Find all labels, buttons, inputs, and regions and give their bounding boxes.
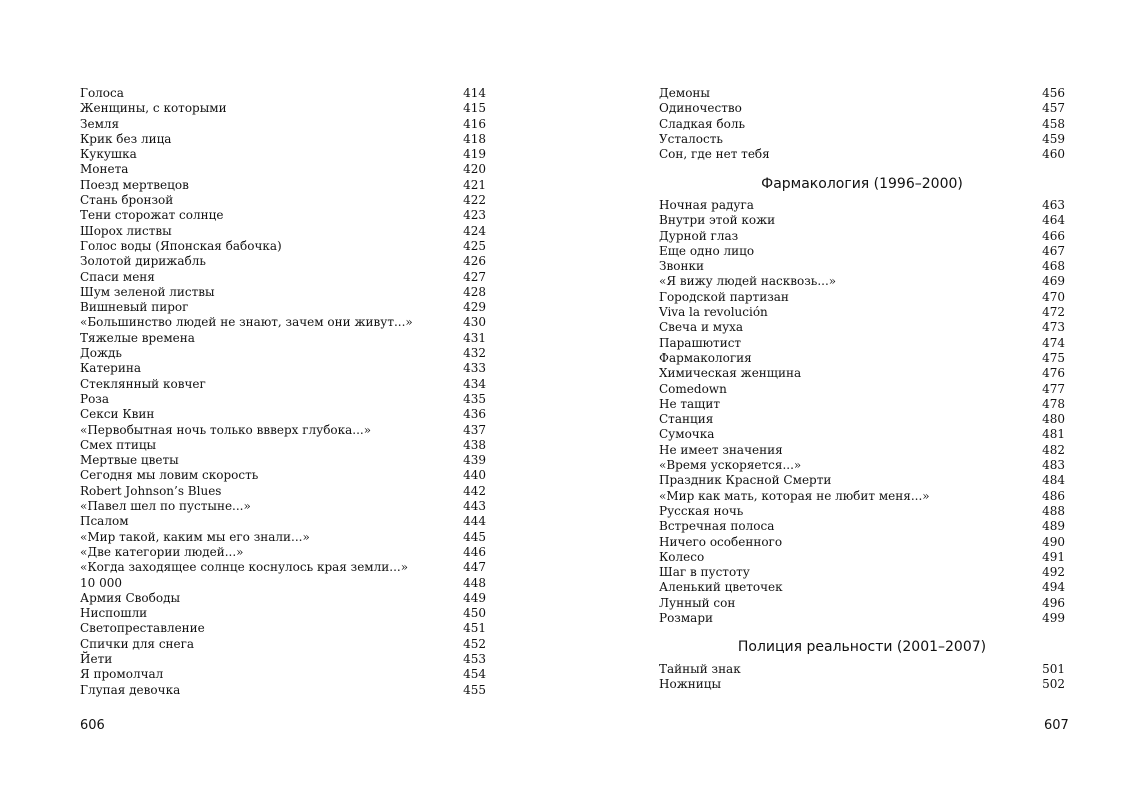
toc-list-reality-police xyxy=(659,662,1065,693)
toc-entry xyxy=(80,331,486,346)
toc-entry-page: 463 xyxy=(1042,198,1065,212)
toc-entry-page: 459 xyxy=(1042,131,1065,146)
toc-entry-page: 481 xyxy=(1042,427,1065,442)
toc-entry-title: Шаг в пустоту xyxy=(659,565,750,580)
toc-entry-title: «Две категории людей...» xyxy=(80,544,244,559)
toc-entry-title: Глупая девочка xyxy=(80,682,181,697)
toc-entry xyxy=(659,596,1065,611)
toc-entry xyxy=(659,580,1065,595)
toc-entry-page: 422 xyxy=(463,193,486,208)
toc-entry-page: 482 xyxy=(1042,442,1065,457)
toc-entry-title: Золотой дирижабль xyxy=(80,254,206,269)
toc-entry-page: 480 xyxy=(1042,412,1065,427)
toc-entry-page: 414 xyxy=(463,86,486,100)
toc-entry xyxy=(659,397,1065,412)
toc-entry-page: 416 xyxy=(463,116,486,131)
toc-entry-title: Аленький цветочек xyxy=(659,580,783,595)
toc-entry xyxy=(80,193,486,208)
toc-entry xyxy=(80,545,486,560)
toc-entry-title: Станция xyxy=(659,412,714,427)
toc-entry-page: 468 xyxy=(1042,259,1065,274)
toc-entry xyxy=(659,132,1065,147)
toc-entry-title: «Мир как мать, которая не любит меня...» xyxy=(659,488,930,503)
toc-entry-title: Кукушка xyxy=(80,147,137,162)
toc-entry-title: «Первобытная ночь только ввверх глубока...» xyxy=(80,422,372,437)
toc-entry xyxy=(659,427,1065,442)
toc-entry xyxy=(80,468,486,483)
toc-entry xyxy=(80,147,486,162)
toc-entry-page: 470 xyxy=(1042,289,1065,304)
toc-entry-page: 415 xyxy=(463,101,486,116)
toc-entry-title: Спаси меня xyxy=(80,269,155,284)
toc-entry xyxy=(80,606,486,621)
toc-entry-title: Стеклянный ковчег xyxy=(80,376,206,391)
toc-entry xyxy=(659,677,1065,692)
toc-entry xyxy=(80,285,486,300)
toc-entry-page: 478 xyxy=(1042,396,1065,411)
toc-entry-page: 429 xyxy=(463,300,486,315)
toc-entry-page: 492 xyxy=(1042,565,1065,580)
toc-entry-page: 443 xyxy=(463,499,486,514)
toc-entry-title: Встречная полоса xyxy=(659,519,775,534)
toc-entry-page: 502 xyxy=(1042,677,1065,692)
toc-entry-page: 491 xyxy=(1042,549,1065,564)
toc-entry-page: 424 xyxy=(463,223,486,238)
toc-entry-title: Монета xyxy=(80,162,129,177)
toc-entry-title: Колесо xyxy=(659,549,705,564)
toc-entry xyxy=(659,565,1065,580)
toc-entry xyxy=(80,652,486,667)
toc-entry-title: Мертвые цветы xyxy=(80,453,179,468)
toc-entry-page: 486 xyxy=(1042,488,1065,503)
toc-entry xyxy=(80,667,486,682)
toc-entry-page: 421 xyxy=(463,177,486,192)
section-heading-reality-police: Полиция реальности (2001–2007) xyxy=(737,639,987,655)
toc-entry-page: 501 xyxy=(1042,662,1065,676)
toc-entry-page: 489 xyxy=(1042,519,1065,534)
toc-entry-title: 10 000 xyxy=(80,575,122,590)
toc-entry xyxy=(659,366,1065,381)
toc-entry xyxy=(659,504,1065,519)
toc-entry-page: 418 xyxy=(463,131,486,146)
toc-entry-title: Стань бронзой xyxy=(80,193,174,208)
toc-entry-title: Розмари xyxy=(659,611,714,626)
toc-entry-title: Роза xyxy=(80,391,109,406)
toc-entry-title: Robert Johnson’s Blues xyxy=(80,483,222,498)
toc-entry xyxy=(659,351,1065,366)
toc-entry-title: Звонки xyxy=(659,259,704,274)
toc-entry-page: 426 xyxy=(463,254,486,269)
toc-entry-page: 464 xyxy=(1042,213,1065,228)
toc-entry-page: 474 xyxy=(1042,335,1065,350)
toc-entry xyxy=(80,591,486,606)
toc-entry xyxy=(80,530,486,545)
toc-entry-title: «Время ускоряется...» xyxy=(659,458,802,473)
toc-entry-title: Еще одно лицо xyxy=(659,243,755,258)
toc-entry-title: Химическая женщина xyxy=(659,366,802,381)
toc-entry-title: Тяжелые времена xyxy=(80,330,195,345)
toc-entry-title: Свеча и муха xyxy=(659,320,744,335)
toc-entry xyxy=(659,244,1065,259)
toc-entry-page: 457 xyxy=(1042,101,1065,116)
toc-entry-page: 425 xyxy=(463,238,486,253)
toc-entry-title: Сумочка xyxy=(659,427,715,442)
toc-entry-page: 419 xyxy=(463,147,486,162)
toc-entry xyxy=(659,489,1065,504)
toc-entry-title: Голос воды (Японская бабочка) xyxy=(80,238,282,253)
toc-entry-title: Армия Свободы xyxy=(80,590,181,605)
toc-entry-title: «Когда заходящее солнце коснулось края земли...» xyxy=(80,560,409,575)
toc-entry-title: Светопреставление xyxy=(80,621,205,636)
toc-entry-title: Голоса xyxy=(80,86,124,100)
toc-entry xyxy=(80,453,486,468)
toc-entry-page: 445 xyxy=(463,529,486,544)
toc-entry xyxy=(80,560,486,575)
toc-entry-title: Viva la revolución xyxy=(659,305,768,320)
toc-entry-title: Я промолчал xyxy=(80,667,164,682)
toc-entry-title: Дождь xyxy=(80,346,122,361)
toc-entry xyxy=(659,550,1065,565)
toc-entry xyxy=(659,611,1065,626)
toc-entry-title: Сон, где нет тебя xyxy=(659,147,770,162)
toc-entry xyxy=(659,274,1065,289)
toc-list-right-top xyxy=(659,86,1065,162)
toc-entry-page: 449 xyxy=(463,590,486,605)
toc-entry-title: Дурной глаз xyxy=(659,228,739,243)
toc-entry-page: 427 xyxy=(463,269,486,284)
toc-entry-page: 437 xyxy=(463,422,486,437)
toc-entry xyxy=(659,305,1065,320)
toc-entry xyxy=(80,132,486,147)
toc-entry xyxy=(80,224,486,239)
toc-entry-title: Усталость xyxy=(659,131,723,146)
toc-entry-page: 455 xyxy=(463,682,486,697)
toc-entry-page: 467 xyxy=(1042,243,1065,258)
toc-entry-title: Спички для снега xyxy=(80,636,195,651)
toc-entry-page: 440 xyxy=(463,468,486,483)
toc-entry-title: Сладкая боль xyxy=(659,116,745,131)
toc-entry xyxy=(80,499,486,514)
toc-entry xyxy=(80,392,486,407)
toc-entry xyxy=(659,198,1065,213)
right-page xyxy=(572,0,1144,800)
toc-entry xyxy=(659,117,1065,132)
toc-entry-page: 476 xyxy=(1042,366,1065,381)
toc-entry-page: 488 xyxy=(1042,503,1065,518)
toc-entry-title: Поезд мертвецов xyxy=(80,177,189,192)
toc-entry-page: 431 xyxy=(463,330,486,345)
toc-entry-page: 448 xyxy=(463,575,486,590)
toc-entry xyxy=(80,683,486,698)
toc-entry xyxy=(80,86,486,101)
section-heading-pharmacology: Фармакология (1996–2000) xyxy=(761,176,963,192)
toc-entry-page: 434 xyxy=(463,376,486,391)
toc-entry xyxy=(80,162,486,177)
toc-entry-page: 451 xyxy=(463,621,486,636)
toc-entry xyxy=(659,535,1065,550)
toc-entry-page: 447 xyxy=(463,560,486,575)
toc-entry xyxy=(659,336,1065,351)
toc-entry-title: Сегодня мы ловим скорость xyxy=(80,468,259,483)
toc-entry-page: 439 xyxy=(463,453,486,468)
toc-entry-title: Крик без лица xyxy=(80,131,172,146)
toc-entry xyxy=(80,621,486,636)
toc-entry xyxy=(80,576,486,591)
toc-entry-page: 446 xyxy=(463,544,486,559)
toc-entry-page: 475 xyxy=(1042,350,1065,365)
toc-entry xyxy=(659,147,1065,162)
toc-entry-page: 432 xyxy=(463,346,486,361)
toc-entry xyxy=(80,208,486,223)
toc-entry-title: Ножницы xyxy=(659,677,721,692)
toc-entry xyxy=(659,519,1065,534)
toc-entry-page: 490 xyxy=(1042,534,1065,549)
toc-entry-title: «Мир такой, каким мы его знали...» xyxy=(80,529,310,544)
toc-entry xyxy=(659,320,1065,335)
toc-entry-title: Не имеет значения xyxy=(659,442,783,457)
toc-entry-title: Ниспошли xyxy=(80,606,148,621)
toc-entry xyxy=(659,412,1065,427)
toc-entry-title: Вишневый пирог xyxy=(80,300,189,315)
toc-entry-page: 420 xyxy=(463,162,486,177)
toc-entry xyxy=(80,346,486,361)
toc-entry-title: Секси Квин xyxy=(80,407,155,422)
toc-entry xyxy=(80,361,486,376)
toc-entry xyxy=(659,86,1065,101)
toc-entry-title: Женщины, с которыми xyxy=(80,101,227,116)
toc-entry xyxy=(80,117,486,132)
toc-entry-page: 423 xyxy=(463,208,486,223)
toc-entry xyxy=(80,637,486,652)
toc-entry xyxy=(80,514,486,529)
toc-entry-title: Шорох листвы xyxy=(80,223,172,238)
toc-entry-title: Йети xyxy=(80,651,113,666)
toc-entry xyxy=(659,229,1065,244)
toc-entry-title: Земля xyxy=(80,116,120,131)
toc-entry-title: Городской партизан xyxy=(659,289,789,304)
toc-entry xyxy=(80,101,486,116)
toc-entry xyxy=(80,423,486,438)
toc-entry-title: Смех птицы xyxy=(80,437,157,452)
toc-entry-title: Не тащит xyxy=(659,396,720,411)
toc-entry-page: 483 xyxy=(1042,458,1065,473)
toc-entry-page: 494 xyxy=(1042,580,1065,595)
toc-entry-page: 466 xyxy=(1042,228,1065,243)
toc-entry-title: Comedown xyxy=(659,381,727,396)
toc-entry-page: 442 xyxy=(463,483,486,498)
toc-entry-page: 473 xyxy=(1042,320,1065,335)
toc-entry-page: 430 xyxy=(463,315,486,330)
toc-entry-page: 484 xyxy=(1042,473,1065,488)
toc-entry-page: 499 xyxy=(1042,611,1065,626)
toc-entry xyxy=(659,443,1065,458)
toc-entry-title: Ночная радуга xyxy=(659,198,754,212)
toc-entry xyxy=(80,484,486,499)
toc-entry xyxy=(80,178,486,193)
toc-entry-page: 458 xyxy=(1042,116,1065,131)
toc-entry xyxy=(80,315,486,330)
toc-entry-title: Шум зеленой листвы xyxy=(80,284,215,299)
toc-entry xyxy=(80,438,486,453)
page-number-right: 607 xyxy=(1044,718,1069,733)
toc-entry xyxy=(80,377,486,392)
toc-entry xyxy=(659,473,1065,488)
toc-list-pharmacology xyxy=(659,198,1065,626)
toc-entry-page: 477 xyxy=(1042,381,1065,396)
toc-entry xyxy=(80,254,486,269)
toc-entry-title: Одиночество xyxy=(659,101,742,116)
toc-entry xyxy=(659,662,1065,677)
toc-entry xyxy=(659,259,1065,274)
toc-entry xyxy=(80,270,486,285)
toc-entry-page: 460 xyxy=(1042,147,1065,162)
toc-entry-page: 453 xyxy=(463,651,486,666)
toc-entry-page: 472 xyxy=(1042,305,1065,320)
toc-entry-title: Внутри этой кожи xyxy=(659,213,776,228)
toc-entry-title: Тени сторожат солнце xyxy=(80,208,224,223)
toc-entry xyxy=(659,101,1065,116)
toc-list-left xyxy=(80,86,486,698)
toc-entry xyxy=(80,300,486,315)
toc-entry-page: 435 xyxy=(463,391,486,406)
toc-entry xyxy=(659,382,1065,397)
toc-entry xyxy=(80,239,486,254)
toc-entry-page: 456 xyxy=(1042,86,1065,100)
toc-entry-title: «Большинство людей не знают, зачем они живут...» xyxy=(80,315,413,330)
toc-entry-title: Ничего особенного xyxy=(659,534,783,549)
toc-entry-title: «Я вижу людей насквозь...» xyxy=(659,274,837,289)
toc-entry-page: 450 xyxy=(463,606,486,621)
toc-entry-title: Катерина xyxy=(80,361,142,376)
toc-entry-title: Псалом xyxy=(80,514,129,529)
toc-entry-title: Демоны xyxy=(659,86,710,100)
toc-entry-page: 452 xyxy=(463,636,486,651)
toc-entry-title: Фармакология xyxy=(659,350,752,365)
toc-entry xyxy=(659,213,1065,228)
toc-entry xyxy=(659,290,1065,305)
toc-entry-page: 428 xyxy=(463,284,486,299)
page-number-left: 606 xyxy=(80,718,105,733)
toc-entry-page: 438 xyxy=(463,437,486,452)
toc-entry-title: Тайный знак xyxy=(659,662,741,676)
toc-entry-title: Лунный сон xyxy=(659,595,736,610)
toc-entry-page: 433 xyxy=(463,361,486,376)
toc-entry-page: 444 xyxy=(463,514,486,529)
toc-entry-title: Парашютист xyxy=(659,335,742,350)
toc-entry xyxy=(659,458,1065,473)
toc-entry-page: 496 xyxy=(1042,595,1065,610)
toc-entry xyxy=(80,407,486,422)
toc-entry-page: 436 xyxy=(463,407,486,422)
toc-entry-title: «Павел шел по пустыне...» xyxy=(80,499,251,514)
toc-entry-page: 469 xyxy=(1042,274,1065,289)
toc-entry-page: 454 xyxy=(463,667,486,682)
toc-entry-title: Русская ночь xyxy=(659,503,744,518)
toc-entry-title: Праздник Красной Смерти xyxy=(659,473,832,488)
